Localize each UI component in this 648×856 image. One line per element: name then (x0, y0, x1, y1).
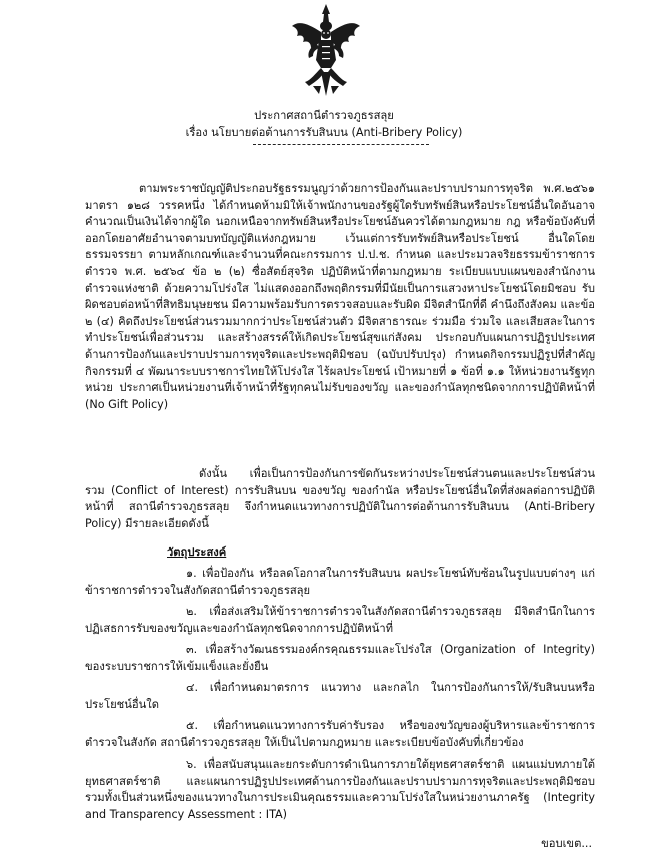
objective-item-6: ๖. เพื่อสนับสนุนและยกระดับการดำเนินการภายใต้ยุทธศาสตร์ชาติ แผนแม่บทภายใต้ยุทธศาสตร์ชาติ และแผนการปฏิรูปประเทศด้านการป้องกันและปราบปรามการทุจริตและประพฤติมิชอบ รวมทั้งเป็นส่วนหนึ่งของแนวทางในการประเมินคุณธรรมและความโปร่งใสในหน่วยงานภาครัฐ (Integrity and Transparency Assessment : ITA) (85, 758, 595, 821)
objectives-heading: วัตถุประสงค์ (167, 546, 227, 559)
objective-item-3: ๓. เพื่อสร้างวัฒนธรรมองค์กรคุณธรรมและโปร่งใส (Organization of Integrity) ของระบบราชการให้เข้มแข็งและยั่งยืน (85, 643, 595, 673)
continuation-marker: ขอบเขต... (541, 837, 592, 850)
objective-item-2: ๒. เพื่อส่งเสริมให้ข้าราชการตำรวจในสังกัดสถานีตำรวจภูธรสลุย มีจิตสำนึกในการปฏิเสธการรับของขวัญและของกำนัลทุกชนิดจากการปฏิบัติหน้าที่ (85, 605, 595, 635)
announcement-title: ประกาศสถานีตำรวจภูธรสลุย (254, 109, 394, 122)
body-paragraph-2: ดังนั้น เพื่อเป็นการป้องกันการขัดกันระหว่างประโยชน์ส่วนตนและประโยชน์ส่วนรวม (Conflict of Interest) การรับสินบน ของขวัญ ของกำนัล หรือประโยชน์อื่นใดที่ส่งผลต่อการปฏิบัติหน้าที่ สถานีตำรวจภูธรสลุย จึงกำหนดแนวทางการปฏิบัติในการต่อต้านการรับสินบน (Anti-Bribery Policy) มีรายละเอียดดังนี้ (85, 467, 595, 530)
garuda-emblem-icon (291, 2, 361, 96)
objective-item-4: ๔. เพื่อกำหนดมาตรการ แนวทาง และกลไก ในการป้องกันการให้/รับสินบนหรือประโยชน์อื่นใด (85, 681, 595, 711)
body-paragraph-1: ตามพระราชบัญญัติประกอบรัฐธรรมนูญว่าด้วยการป้องกันและปราบปรามการทุจริต พ.ศ.๒๕๖๑ มาตรา ๑๒๘ วรรคหนึ่ง ได้กำหนดห้ามมิให้เจ้าพนักงานของรัฐผู้ใดรับทรัพย์สินหรือประโยชน์อื่นใดอันอาจคำนวณเป็นเงินได้จากผู้ใด นอกเหนือจากทรัพย์สินหรือประโยชน์อันควรได้ตามกฎหมาย กฎ หรือข้อบังคับที่ออกโดยอาศัยอำนาจตามบทบัญญัติแห่งกฎหมาย เว้นแต่การรับทรัพย์สินหรือประโยชน์ อื่นใดโดยธรรมจรรยา ตามหลักเกณฑ์และจำนวนที่คณะกรรมการ ป.ป.ช. กำหนด และประมวลจริยธรรมข้าราชการตำรวจ พ.ศ. ๒๕๖๔ ข้อ ๒ (๒) ซื่อสัตย์สุจริต ปฏิบัติหน้าที่ตามกฎหมาย ระเบียบแบบแผนของสำนักงานตำรวจแห่งชาติ ด้วยความโปร่งใส ไม่แสดงออกถึงพฤติกรรมที่มีนัยเป็นการแสวงหาประโยชน์โดยมิชอบ รับผิดชอบต่อหน้าที่สิทธิมนุษยชน มีความพร้อมรับการตรวจสอบและรับผิด มีจิตสำนึกที่ดี คำนึงถึงสังคม และข้อ ๒ (๔) คิดถึงประโยชน์ส่วนรวมมากกว่าประโยชน์ส่วนตัว มีจิตสาธารณะ ร่วมมือ ร่วมใจ และเสียสละในการทำประโยชน์เพื่อส่วนรวม และสร้างสรรค์ให้เกิดประโยชน์สุขแก่สังคม ประกอบกับแผนการปฏิรูปประเทศด้านการป้องกันและปราบปรามการทุจริตและประพฤติมิชอบ (ฉบับปรับปรุง) กำหนดกิจกรรมปฏิรูปที่สำคัญ กิจกรรมที่ ๔ พัฒนาระบบราชการไทยให้โปร่งใส ไร้ผลประโยชน์ เป้าหมายที่ ๑ ข้อที่ ๑.๑ ให้หน่วยงานรัฐทุกหน่วย ประกาศเป็นหน่วยงานที่เจ้าหน้าที่รัฐทุกคนไม่รับของขวัญ และของกำนัลทุกชนิดจากการปฏิบัติหน้าที่ (No Gift Policy) (85, 182, 595, 411)
announcement-subject: เรื่อง นโยบายต่อต้านการรับสินบน (Anti-Bribery Policy) (185, 126, 463, 139)
objective-item-5: ๕. เพื่อกำหนดแนวทางการรับค่ารับรอง หรือของขวัญของผู้บริหารและข้าราชการตำรวจในสังกัด สถานีตำรวจภูธรสลุย ให้เป็นไปตามกฎหมาย และระเบียบข้อบังคับที่เกี่ยวข้อง (85, 719, 595, 749)
dashed-divider (253, 144, 429, 145)
objective-item-1: ๑. เพื่อป้องกัน หรือลดโอกาสในการรับสินบน ผลประโยชน์ทับซ้อนในรูปแบบต่างๆ แก่ข้าราชการตำรวจในสังกัดสถานีตำรวจภูธรสลุย (85, 567, 595, 597)
